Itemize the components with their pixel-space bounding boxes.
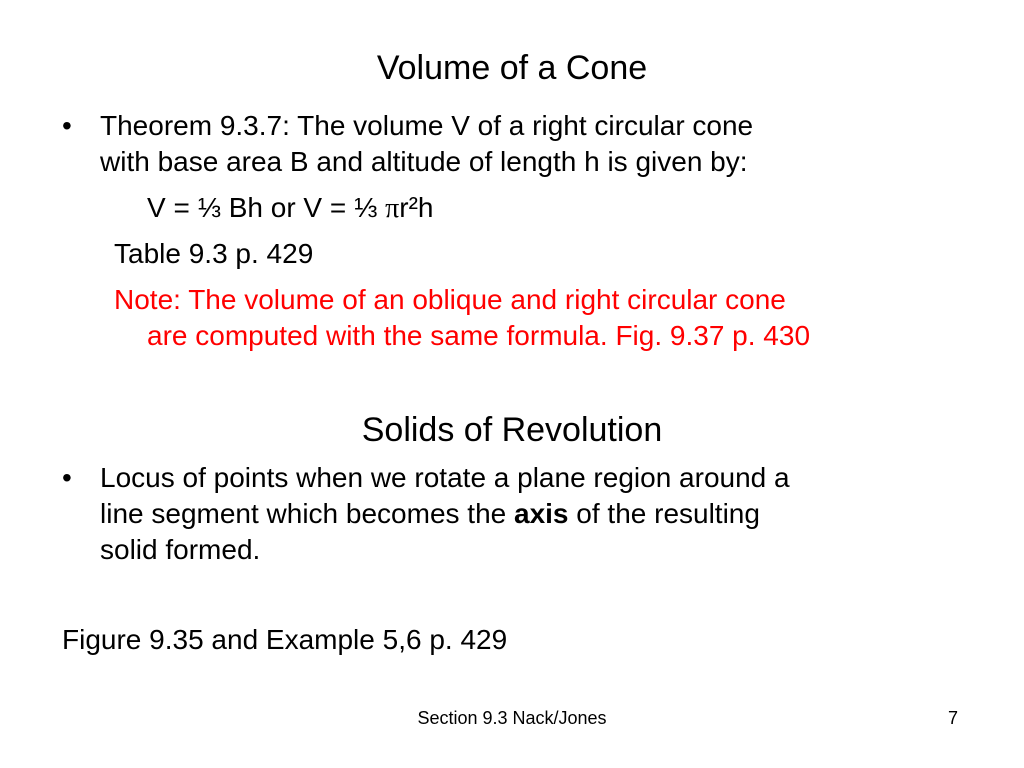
axis-term: axis — [514, 498, 569, 529]
figure-reference: Figure 9.35 and Example 5,6 p. 429 — [62, 624, 508, 655]
formula-part-1: V = ⅓ Bh or V = ⅓ — [147, 192, 386, 223]
page-number: 7 — [948, 708, 959, 728]
volume-formula — [147, 190, 434, 227]
theorem-line-1: Theorem 9.3.7: The volume V of a right circular cone — [100, 110, 754, 141]
locus-line-3: solid formed. — [100, 534, 261, 565]
section-subtitle: Solids of Revolution — [361, 411, 663, 449]
locus-line-1: Locus of points when we rotate a plane region around a — [100, 462, 790, 493]
bullet-marker-2: • — [62, 462, 72, 493]
note-line-1: Note: The volume of an oblique and right circular cone — [114, 284, 786, 315]
bullet-marker: • — [62, 110, 72, 141]
theorem-line-2: with base area B and altitude of length h is given by: — [100, 146, 748, 177]
table-reference: Table 9.3 p. 429 — [114, 238, 314, 269]
slide-title: Volume of a Cone — [376, 49, 648, 87]
locus-line-2-after: of the resulting — [568, 498, 760, 529]
pi-symbol: π — [385, 193, 400, 224]
locus-line-2-before: line segment which becomes the — [100, 498, 514, 529]
locus-line-2 — [100, 496, 760, 532]
formula-part-2: r²h — [399, 192, 434, 223]
note-line-2: are computed with the same formula. Fig. 9.37 p. 430 — [147, 320, 811, 351]
footer-section: Section 9.3 Nack/Jones — [417, 708, 607, 728]
